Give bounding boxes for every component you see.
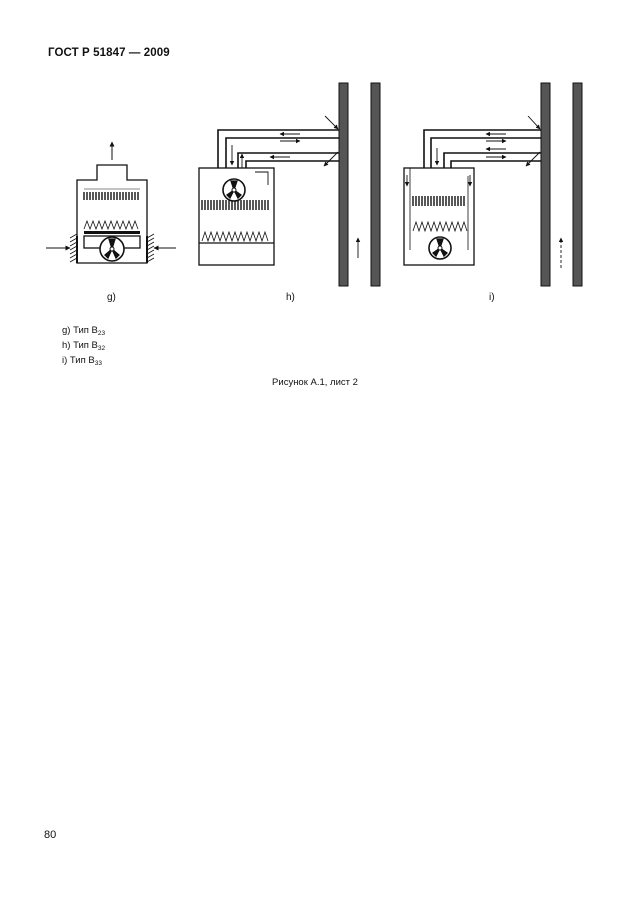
document-header: ГОСТ Р 51847 — 2009	[48, 47, 170, 59]
page-number: 80	[44, 829, 57, 841]
legend-item: i) Тип $В_{33}$	[62, 355, 102, 367]
sublabel-h: h)	[286, 292, 295, 303]
legend-item: g) Тип $В_{23}$	[62, 325, 106, 337]
diagram-type-b32	[199, 83, 380, 286]
sublabel-i: i)	[489, 292, 495, 303]
fan-icon	[100, 237, 124, 261]
figure-legend	[62, 325, 105, 370]
diagram-type-b33	[404, 83, 582, 286]
sublabel-g: g)	[107, 292, 116, 303]
figure-caption: Рисунок А.1, лист 2	[272, 377, 358, 388]
legend-item: h) Тип $В_{32}$	[62, 340, 106, 352]
diagram-type-b23	[46, 142, 176, 263]
